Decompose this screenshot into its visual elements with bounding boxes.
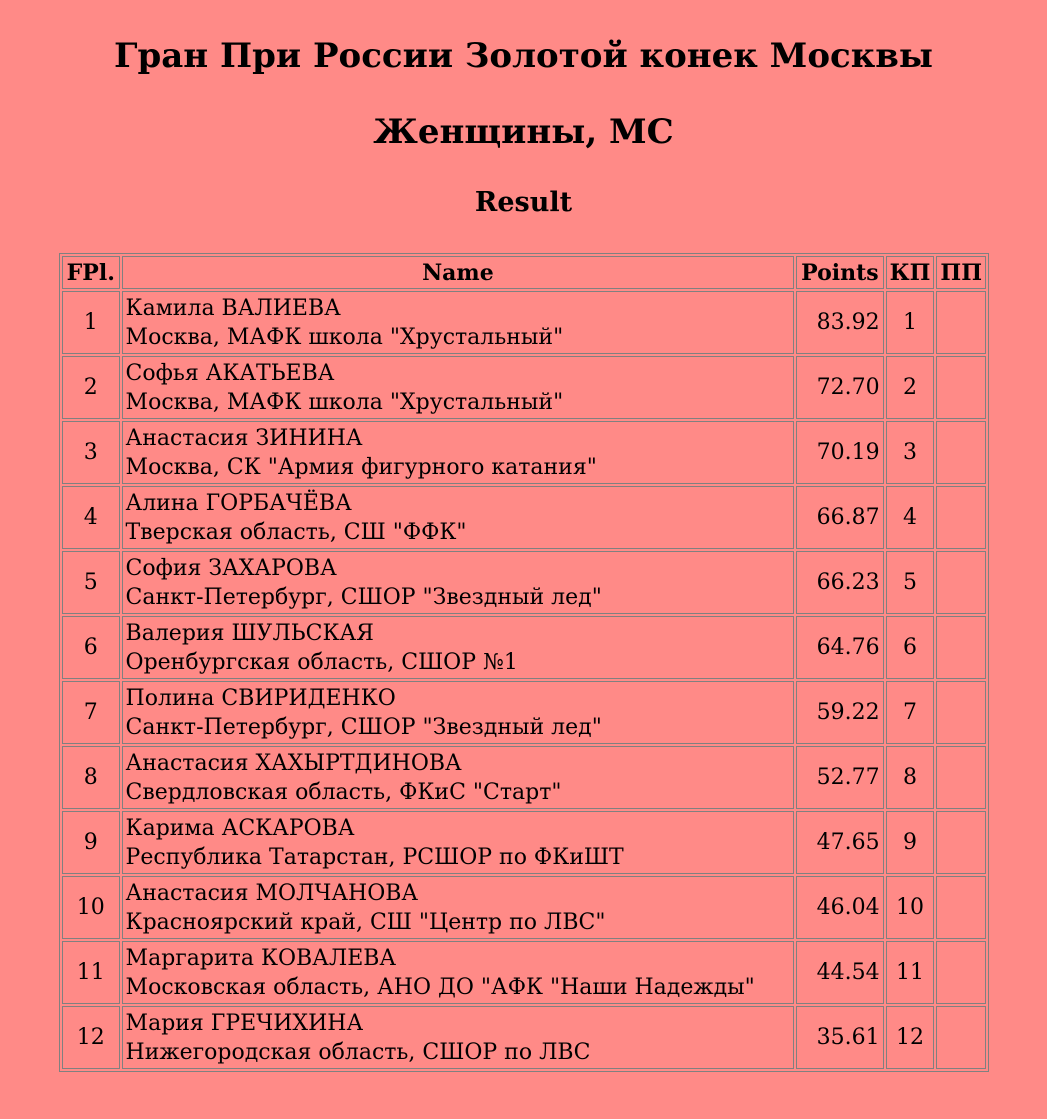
skater-club: Республика Татарстан, РСШОР по ФКиШТ (125, 844, 624, 870)
kp-cell: 2 (886, 356, 935, 419)
skater-club: Тверская область, СШ "ФФК" (125, 519, 467, 545)
name-cell (122, 811, 795, 874)
table-row (62, 421, 986, 484)
name-cell (122, 421, 795, 484)
pp-cell (936, 1006, 986, 1069)
skater-name: Карима АСКАРОВА (125, 815, 355, 841)
skater-name: Анастасия ЗИНИНА (125, 425, 363, 451)
table-row (62, 356, 986, 419)
table-row (62, 681, 986, 744)
kp-cell: 1 (886, 291, 935, 354)
kp-cell: 9 (886, 811, 935, 874)
skater-name: Алина ГОРБАЧЁВА (125, 490, 352, 516)
table-row (62, 746, 986, 809)
pp-cell (936, 486, 986, 549)
pp-cell (936, 681, 986, 744)
points-cell: 46.04 (796, 876, 883, 939)
pp-cell (936, 746, 986, 809)
kp-cell: 6 (886, 616, 935, 679)
page-title: Гран При России Золотой конек Москвы (114, 36, 933, 76)
place-cell: 6 (62, 616, 120, 679)
points-cell: 64.76 (796, 616, 883, 679)
column-header-points: Points (796, 256, 883, 289)
table-row (62, 616, 986, 679)
kp-cell: 3 (886, 421, 935, 484)
points-cell: 72.70 (796, 356, 883, 419)
column-header-name: Name (122, 256, 795, 289)
place-cell: 12 (62, 1006, 120, 1069)
results-table-header (62, 256, 986, 289)
skater-name: Анастасия МОЛЧАНОВА (125, 880, 419, 906)
points-cell: 66.23 (796, 551, 883, 614)
place-cell: 9 (62, 811, 120, 874)
pp-cell (936, 811, 986, 874)
pp-cell (936, 616, 986, 679)
skater-club: Нижегородская область, СШОР по ЛВС (125, 1039, 591, 1065)
table-row (62, 1006, 986, 1069)
name-cell (122, 551, 795, 614)
pp-cell (936, 291, 986, 354)
place-cell: 8 (62, 746, 120, 809)
skater-club: Московская область, АНО ДО "АФК "Наши Надежды" (125, 974, 755, 1000)
pp-cell (936, 941, 986, 1004)
pp-cell (936, 551, 986, 614)
skater-club: Санкт-Петербург, СШОР "Звездный лед" (125, 714, 602, 740)
place-cell: 11 (62, 941, 120, 1004)
place-cell: 1 (62, 291, 120, 354)
name-cell (122, 356, 795, 419)
points-cell: 35.61 (796, 1006, 883, 1069)
skater-club: Москва, МАФК школа "Хрустальный" (125, 324, 564, 350)
skater-club: Свердловская область, ФКиС "Старт" (125, 779, 562, 805)
page-subtitle: Женщины, МС (373, 112, 674, 152)
points-cell: 83.92 (796, 291, 883, 354)
pp-cell (936, 356, 986, 419)
table-row (62, 291, 986, 354)
name-cell (122, 616, 795, 679)
table-row (62, 876, 986, 939)
skater-club: Красноярский край, СШ "Центр по ЛВС" (125, 909, 606, 935)
kp-cell: 5 (886, 551, 935, 614)
column-header-kp: КП (886, 256, 935, 289)
table-row (62, 486, 986, 549)
place-cell: 7 (62, 681, 120, 744)
skater-name: Камила ВАЛИЕВА (125, 295, 341, 321)
header-row (62, 256, 986, 289)
table-row (62, 941, 986, 1004)
skater-club: Москва, СК "Армия фигурного катания" (125, 454, 597, 480)
skater-club: Оренбургская область, СШОР №1 (125, 649, 518, 675)
points-cell: 47.65 (796, 811, 883, 874)
pp-cell (936, 421, 986, 484)
skater-name: Софья АКАТЬЕВА (125, 360, 335, 386)
kp-cell: 8 (886, 746, 935, 809)
place-cell: 5 (62, 551, 120, 614)
points-cell: 52.77 (796, 746, 883, 809)
place-cell: 4 (62, 486, 120, 549)
name-cell (122, 681, 795, 744)
points-cell: 66.87 (796, 486, 883, 549)
kp-cell: 10 (886, 876, 935, 939)
skater-club: Москва, МАФК школа "Хрустальный" (125, 389, 564, 415)
name-cell (122, 291, 795, 354)
place-cell: 3 (62, 421, 120, 484)
results-table-body (62, 291, 986, 1069)
skater-club: Санкт-Петербург, СШОР "Звездный лед" (125, 584, 602, 610)
kp-cell: 4 (886, 486, 935, 549)
column-header-pp: ПП (936, 256, 986, 289)
pp-cell (936, 876, 986, 939)
skater-name: София ЗАХАРОВА (125, 555, 337, 581)
name-cell (122, 876, 795, 939)
place-cell: 10 (62, 876, 120, 939)
results-table (59, 253, 989, 1072)
points-cell: 44.54 (796, 941, 883, 1004)
table-row (62, 811, 986, 874)
skater-name: Мария ГРЕЧИХИНА (125, 1010, 364, 1036)
skater-name: Анастасия ХАХЫРТДИНОВА (125, 750, 462, 776)
result-heading: Result (474, 187, 573, 218)
points-cell: 70.19 (796, 421, 883, 484)
skater-name: Валерия ШУЛЬСКАЯ (125, 620, 374, 646)
name-cell (122, 746, 795, 809)
kp-cell: 12 (886, 1006, 935, 1069)
place-cell: 2 (62, 356, 120, 419)
name-cell (122, 486, 795, 549)
table-row (62, 551, 986, 614)
kp-cell: 11 (886, 941, 935, 1004)
skater-name: Полина СВИРИДЕНКО (125, 685, 396, 711)
skater-name: Маргарита КОВАЛЕВА (125, 945, 397, 971)
name-cell (122, 941, 795, 1004)
column-header-fpl: FPl. (62, 256, 120, 289)
name-cell (122, 1006, 795, 1069)
kp-cell: 7 (886, 681, 935, 744)
points-cell: 59.22 (796, 681, 883, 744)
